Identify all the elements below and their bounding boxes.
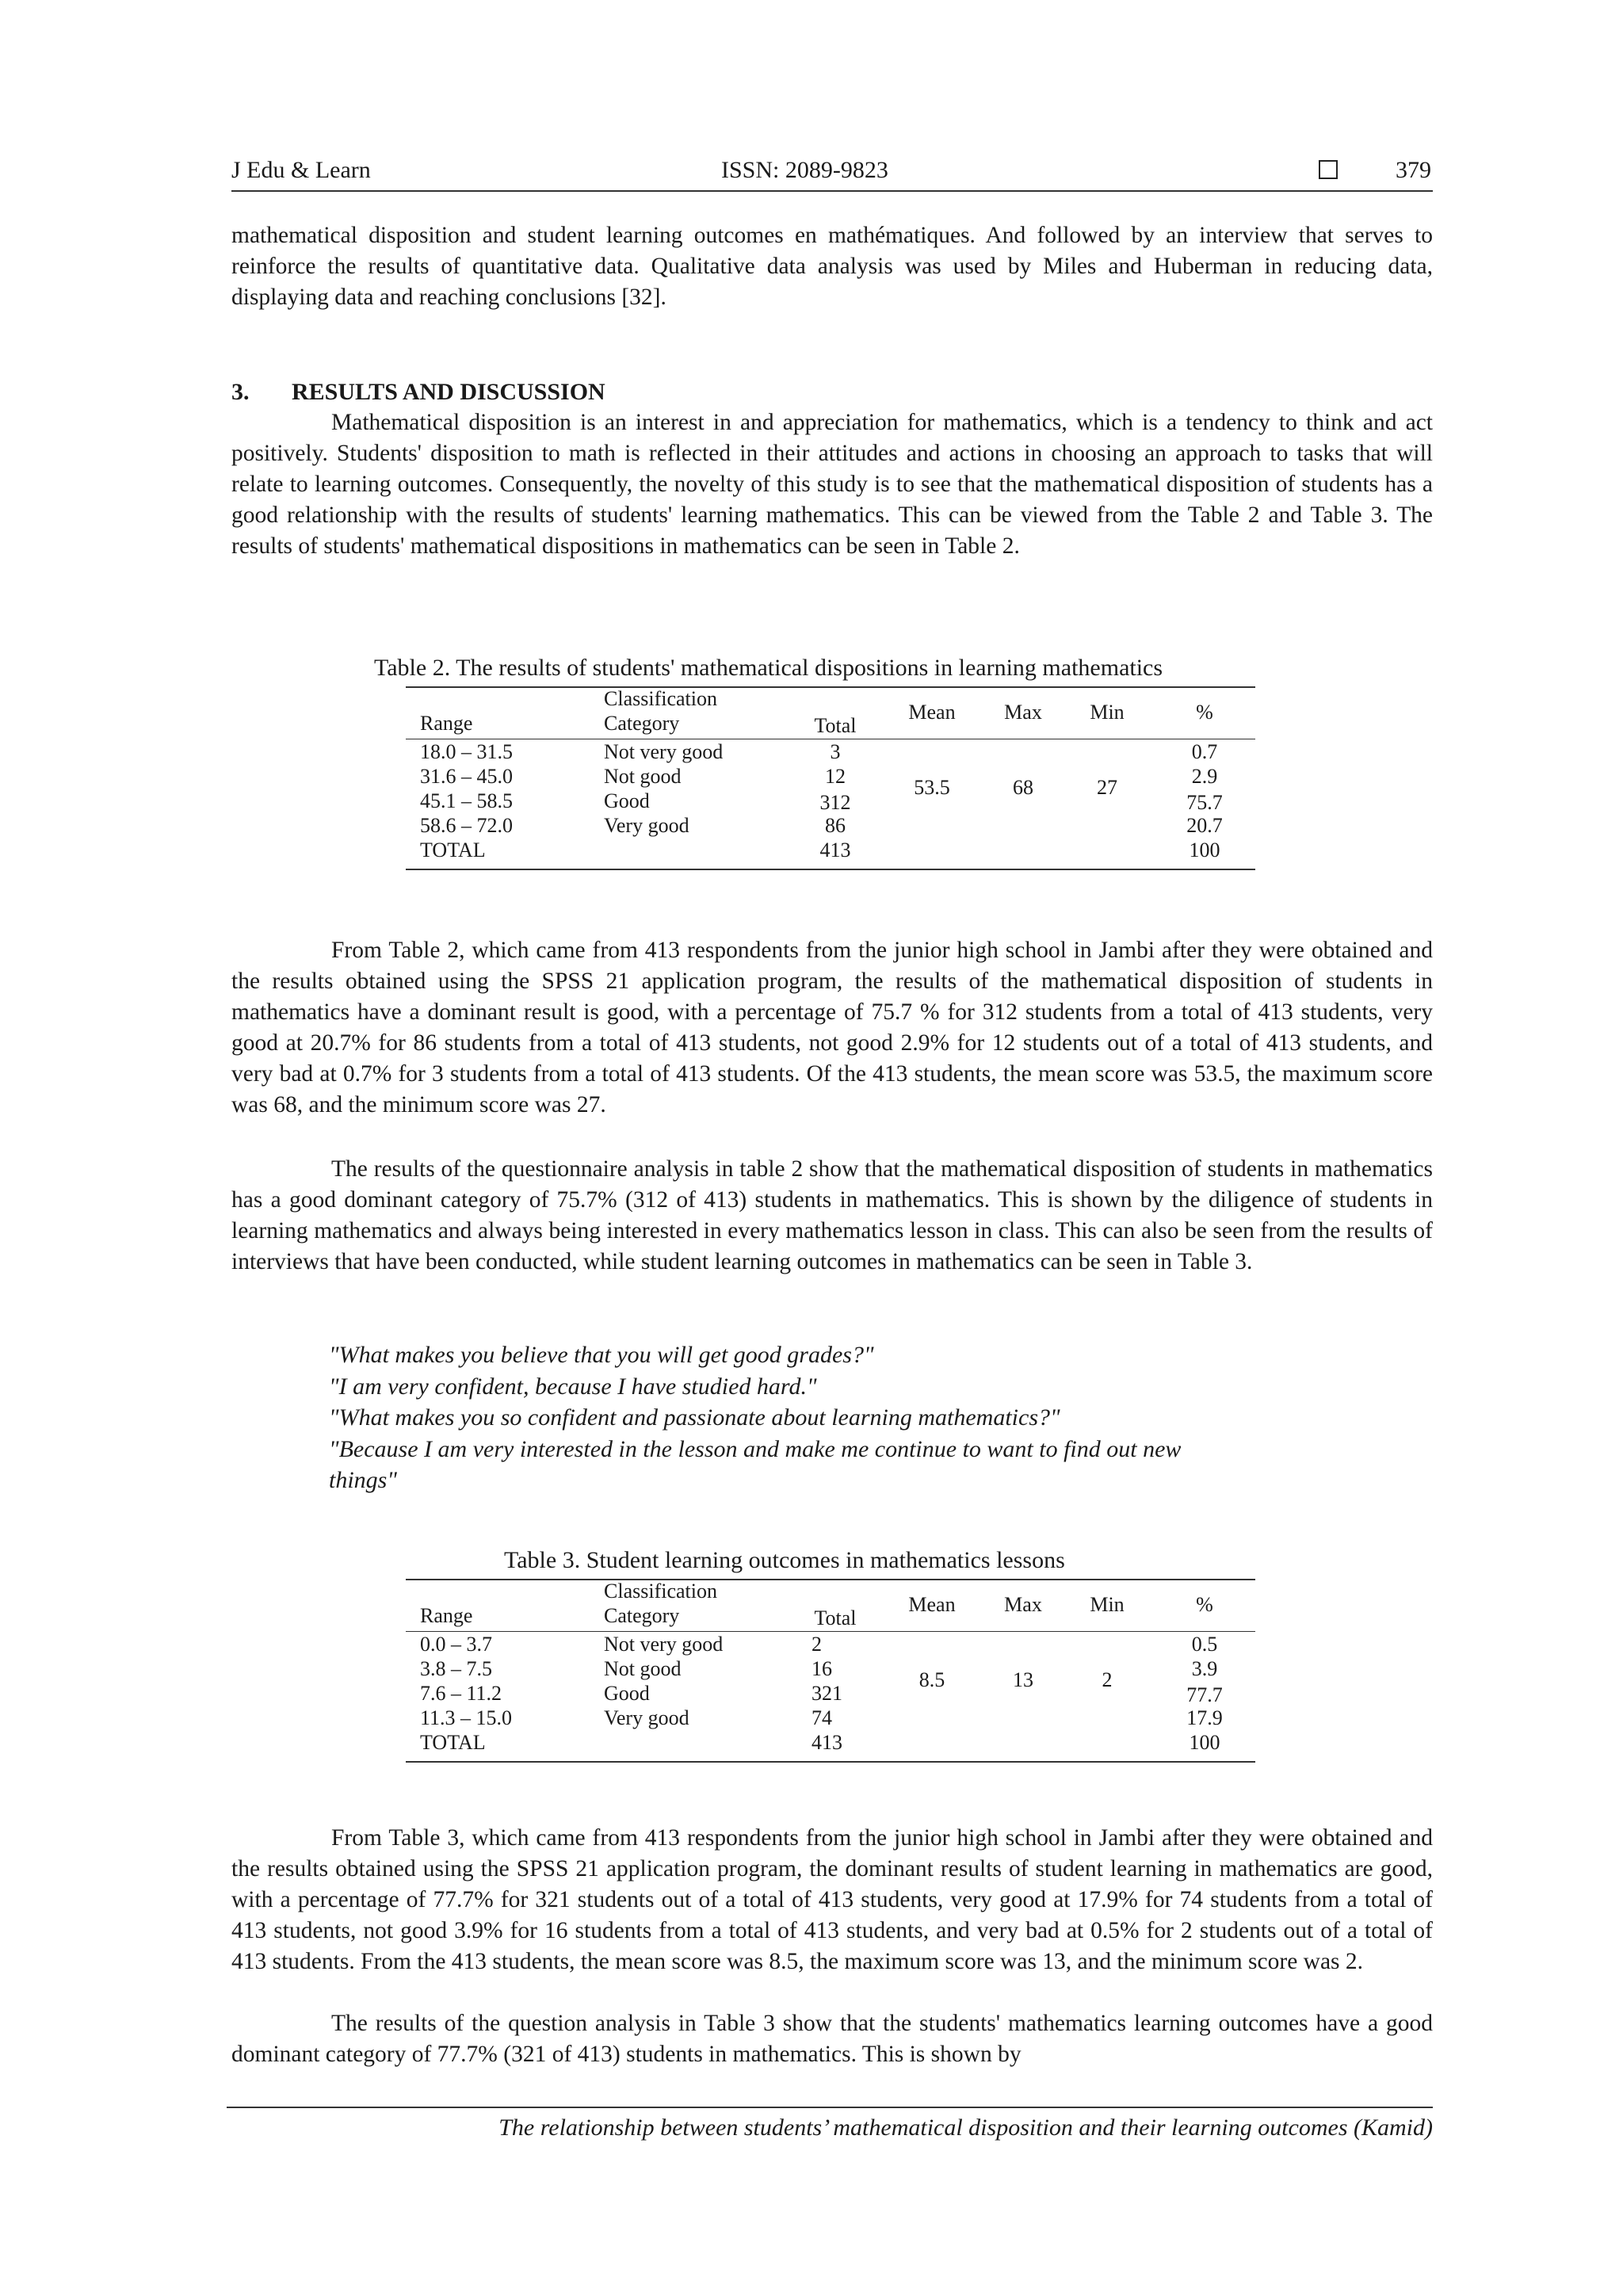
table-min-value: 27 (1097, 776, 1117, 799)
table-row-category: Very good (604, 1706, 689, 1729)
paragraph-5: The results of the question analysis in Table 3 show that the students' mathematics learning outcomes have a good dominant category of 77.7% (321 of 413) students in mathematics. This is shown by (231, 2011, 1433, 2067)
journal-name: J Edu & Learn (231, 157, 371, 183)
header-max: Max (1004, 1593, 1042, 1616)
table-row-pct: 77.7 (1186, 1683, 1223, 1706)
table-row-range: 7.6 – 11.2 (420, 1682, 502, 1705)
table-row-total: 86 (825, 814, 846, 837)
table-row-category: Good (604, 1682, 650, 1705)
header-classification: Classification (604, 687, 717, 710)
table-2-caption: Table 2. The results of students' mathematical dispositions in learning mathematics (374, 655, 1163, 681)
table-row-total: 74 (812, 1706, 832, 1729)
header-pct: % (1196, 1593, 1213, 1616)
table-row-total: 312 (819, 791, 851, 814)
table-row-pct: 17.9 (1186, 1706, 1223, 1729)
table-row-total: 12 (825, 765, 846, 788)
interview-quotes (329, 1339, 1327, 1496)
header-max: Max (1004, 701, 1042, 724)
table-max-value: 13 (1013, 1668, 1033, 1691)
table-row-total: 3 (830, 740, 841, 763)
quote-line: "What makes you so confident and passionate about learning mathematics?" (329, 1404, 1060, 1431)
table-total-label: TOTAL (420, 1731, 486, 1754)
table-row-range: 58.6 – 72.0 (420, 814, 513, 837)
running-header (231, 155, 1433, 192)
table-row-category: Very good (604, 814, 689, 837)
table-row-range: 3.8 – 7.5 (420, 1657, 492, 1680)
table-row-total: 16 (812, 1657, 832, 1680)
table-mean-value: 53.5 (914, 776, 950, 799)
table-row-pct: 3.9 (1191, 1657, 1218, 1680)
table-row-pct: 20.7 (1186, 814, 1223, 837)
header-mean: Mean (908, 701, 956, 724)
square-icon (1319, 160, 1338, 179)
header-min: Min (1090, 1593, 1125, 1616)
table-row-category: Not very good (604, 1633, 724, 1656)
quote-line: "Because I am very interested in the lesson and make me continue to want to find out new (329, 1435, 1182, 1462)
header-category: Category (604, 1604, 680, 1627)
table-row-category: Good (604, 789, 650, 812)
header-range: Range (420, 1604, 473, 1627)
table-row-pct: 75.7 (1186, 791, 1223, 814)
table-max-value: 68 (1013, 776, 1033, 799)
table-min-value: 2 (1102, 1668, 1113, 1691)
quote-line: things" (329, 1467, 397, 1493)
table-row-range: 11.3 – 15.0 (420, 1706, 513, 1729)
section-title: RESULTS AND DISCUSSION (292, 379, 605, 405)
table-row-pct: 0.5 (1191, 1633, 1218, 1656)
header-mean: Mean (908, 1593, 956, 1616)
table-row-range: 45.1 – 58.5 (420, 789, 513, 812)
header-pct: % (1196, 701, 1213, 724)
table-row-total: 321 (812, 1682, 842, 1705)
table-total-value: 413 (819, 839, 851, 861)
table-row-pct: 0.7 (1191, 740, 1218, 763)
table-total-label: TOTAL (420, 839, 486, 861)
quote-line: "I am very confident, because I have studied hard." (329, 1373, 817, 1400)
paragraph-2: From Table 2, which came from 413 respondents from the junior high school in Jambi after they were obtained and the results obtained using the SPSS 21 application program, the results of the mathematical disposition of students in mathematics have a dominant result is good, with a percentage of 75.7 % for 312 students from a total of 413 students, very good at 20.7% for 86 students from a total of 413 students, not good 2.9% for 12 students out of a total of 413 students, and very bad at 0.7% for 3 students from a total of 413 students. Of the 413 students, the mean score was 53.5, the maximum score was 68, and the minimum score was 27. (231, 938, 1433, 1117)
paragraph-4: From Table 3, which came from 413 respondents from the junior high school in Jambi after they were obtained and the results obtained using the SPSS 21 application program, the dominant results of student learning in mathematics are good, with a percentage of 77.7% for 321 students out of a total of 413 students, very good at 17.9% for 74 students from a total of 413 students, not good 3.9% for 16 students from a total of 413 students, and very bad at 0.5% for 2 students out of a total of 413 students. From the 413 students, the mean score was 8.5, the maximum score was 13, and the minimum score was 2. (231, 1825, 1433, 1974)
page-number: 379 (1396, 157, 1431, 183)
table-row-category: Not good (604, 765, 682, 788)
header-range: Range (420, 712, 473, 735)
paragraph-3: The results of the questionnaire analysis in table 2 show that the mathematical disposition of students in mathematics has a good dominant category of 75.7% (312 of 413) students in mathematics. This is shown by the diligence of students in learning mathematics and always being interested in every mathematics lesson in class. This can also be seen from the results of interviews that have been conducted, while student learning outcomes in mathematics can be seen in Table 3. (231, 1156, 1433, 1274)
table-row-range: 0.0 – 3.7 (420, 1633, 492, 1656)
header-total: Total (814, 714, 857, 737)
section-heading (231, 379, 605, 406)
table-row-pct: 2.9 (1191, 765, 1218, 788)
running-footer (227, 2107, 1433, 2141)
table-total-pct: 100 (1189, 1731, 1220, 1754)
table-total-value: 413 (812, 1731, 842, 1754)
table-row-range: 18.0 – 31.5 (420, 740, 513, 763)
table-row-total: 2 (812, 1633, 822, 1656)
table-row-category: Not good (604, 1657, 682, 1680)
paragraph-1: Mathematical disposition is an interest in and appreciation for mathematics, which is a tendency to think and act positively. Students' disposition to math is reflected in their attitudes and actions in choosing an approach to tasks that will relate to learning outcomes. Consequently, the novelty of this study is to see that the mathematical disposition of students has a good relationship with the results of students' learning mathematics. This can be viewed from the Table 2 and Table 3. The results of students' mathematical dispositions in mathematics can be seen in Table 2. (231, 410, 1433, 559)
table-row-category: Not very good (604, 740, 724, 763)
footer-running-title: The relationship between students’ mathematical disposition and their learning outcomes (Kamid) (498, 2115, 1433, 2141)
table-3-caption: Table 3. Student learning outcomes in mathematics lessons (504, 1547, 1065, 1573)
table-3 (406, 1579, 1255, 1763)
paragraph-intro: mathematical disposition and student learning outcomes en mathématiques. And followed by an interview that serves to reinforce the results of quantitative data. Qualitative data analysis was used by Miles and Huberman in reducing data, displaying data and reaching conclusions [32]. (231, 223, 1433, 310)
header-classification: Classification (604, 1580, 717, 1603)
header-min: Min (1090, 701, 1125, 724)
issn: ISSN: 2089-9823 (721, 157, 888, 183)
header-category: Category (604, 712, 680, 735)
table-total-pct: 100 (1189, 839, 1220, 861)
table-mean-value: 8.5 (918, 1668, 945, 1691)
table-2 (406, 686, 1255, 870)
quote-line: "What makes you believe that you will get good grades?" (329, 1342, 874, 1368)
section-number: 3. (231, 379, 250, 405)
header-total: Total (814, 1606, 857, 1629)
table-row-range: 31.6 – 45.0 (420, 765, 513, 788)
